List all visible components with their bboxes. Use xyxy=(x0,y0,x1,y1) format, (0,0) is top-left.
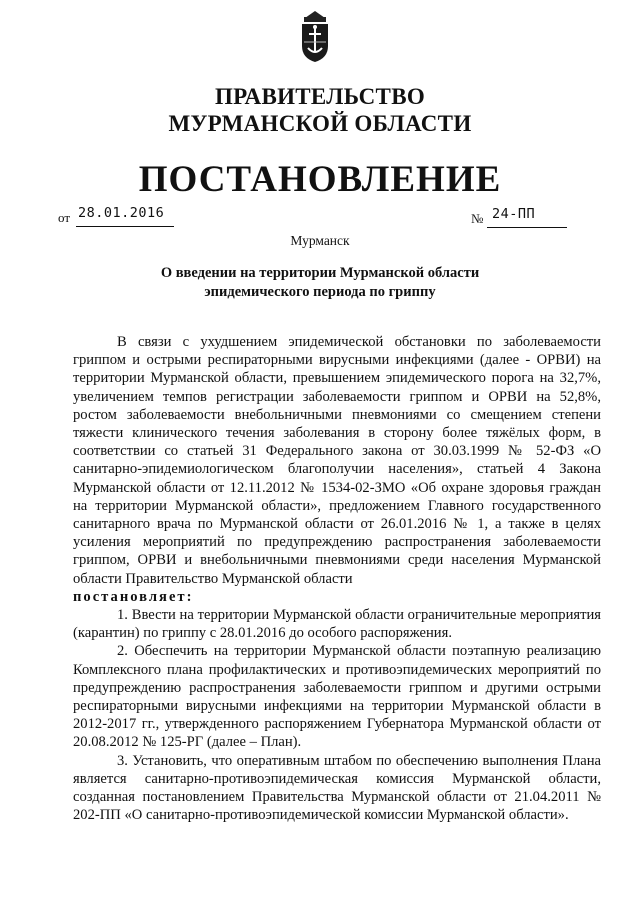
preamble-paragraph: В связи с ухудшением эпидемической обстановки по заболеваемости гриппом и острыми респираторными вирусными инфекциями (далее - ОРВИ) на территории Мурманской области, превышением эпидемического порога на 32,7%, увеличением темпов регистрации заболеваемости гриппом и ОРВИ на 52,8%, ростом заболеваемости внебольничными пневмониями со смещением степени тяжести клинического течения заболевания в сторону более тяжёлых форм, в соответствии со статьей 31 Федерального закона от 30.03.1999 № 52-ФЗ «О санитарно-эпидемиологическом благополучии населения», статьей 4 Закона Мурманской области от 12.11.2012 № 1534-02-ЗМО «Об охране здоровья граждан на территории Мурманской области», предложением Главного государственного санитарного врача по Мурманской области от 26.01.2016 № 1, а также в целях усиления мероприятий по предупреждению распространения заболеваемости гриппом, ОРВИ и внебольничными пневмониями среди населения Мурманской области Правительство Мурманской области xyxy=(73,334,601,587)
subject-line-1: О введении на территории Мурманской области xyxy=(160,265,480,281)
date-label: от xyxy=(58,210,71,225)
decree-word-paragraph xyxy=(73,588,601,606)
decree-item-2: 2. Обеспечить на территории Мурманской области поэтапную реализацию Комплексного плана профилактических и противоэпидемических мероприятий по предупреждению распространения заболеваемости гриппом и другими острыми респираторными вирусными инфекциями на территории Мурманской области в 2012-2017 гг., утвержденного распоряжением Губернатора Мурманской области от 20.08.2012 № 125-РГ (далее – План). xyxy=(73,643,601,751)
murmansk-coat-of-arms-icon xyxy=(296,8,334,64)
city-name: Мурманск xyxy=(290,233,350,248)
subject-line-2: эпидемического периода по гриппу xyxy=(204,284,436,300)
decree-item-1: 1. Ввести на территории Мурманской области ограничительные мероприятия (карантин) по гриппу с 28.01.2016 до особого распоряжения. xyxy=(73,607,601,642)
document-number: 24-ПП xyxy=(492,206,536,222)
document-body xyxy=(73,333,601,824)
government-title-line-1: ПРАВИТЕЛЬСТВО xyxy=(214,84,426,109)
decree-word: постановляет: xyxy=(73,588,194,605)
number-label: № xyxy=(471,211,484,226)
document-type-title: ПОСТАНОВЛЕНИЕ xyxy=(138,159,502,200)
decree-item-3: 3. Установить, что оперативным штабом по обеспечению выполнения Плана является санитарно-противоэпидемическая комиссия Мурманской области, созданная постановлением Правительства Мурманской области от 21.04.2011 № 202-ПП «О санитарно-противоэпидемической комиссии Мурманской области». xyxy=(73,752,601,824)
document-date: 28.01.2016 xyxy=(78,205,165,221)
government-title-line-2: МУРМАНСКОЙ ОБЛАСТИ xyxy=(168,111,472,136)
